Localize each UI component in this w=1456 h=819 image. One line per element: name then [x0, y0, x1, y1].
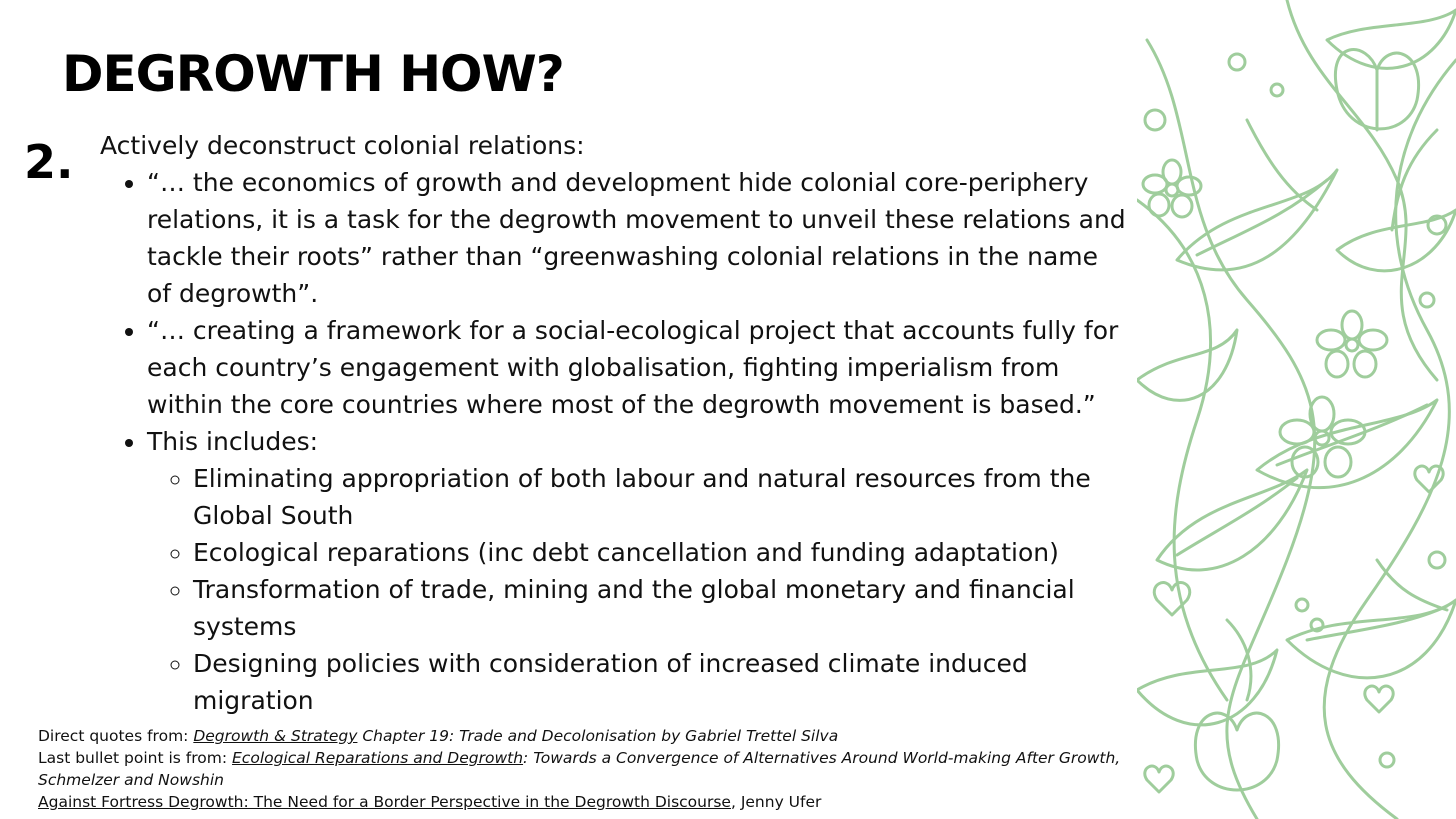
- reference-line: [38, 769, 1138, 791]
- section-number: 2.: [24, 135, 74, 189]
- bullet-list: [100, 164, 1130, 719]
- reference-line: [38, 725, 1138, 747]
- reference-author: , Jenny Ufer: [730, 793, 822, 811]
- bullet-item: • “… the economics of growth and development hide colonial core-periphery relations, it is a task for the degrowth movement to unveil these relations and tackle their roots” rather than “greenwashing colonial relations in the name of degrowth”.: [147, 164, 1130, 312]
- reference-prefix: Last bullet point is from:: [38, 749, 233, 767]
- sub-bullet-item: ◦ Ecological reparations (inc debt cancellation and funding adaptation): [193, 534, 1130, 571]
- bullet-item: • “… creating a framework for a social-ecological project that accounts fully for each country’s engagement with globalisation, fighting imperialism from within the core countries where most of the degrowth movement is based.”: [147, 312, 1130, 423]
- reference-line: [38, 791, 1138, 813]
- reference-article-link[interactable]: Against Fortress Degrowth: The Need for a Border Perspective in the Degrowth Discourse: [38, 793, 731, 811]
- floral-pattern-panel: [1137, 0, 1456, 819]
- reference-detail: Chapter 19: Trade and Decolonisation by Gabriel Trettel Silva: [357, 727, 839, 745]
- floral-pattern-icon: [1137, 0, 1456, 819]
- bullet-text: This includes:: [147, 427, 319, 456]
- reference-line: [38, 747, 1138, 769]
- sub-bullet-item: ◦ Transformation of trade, mining and the global monetary and financial systems: [193, 571, 1130, 645]
- reference-detail: : Towards a Convergence of Alternatives Around World-making After Growth,: [523, 749, 1121, 767]
- references: [38, 725, 1138, 813]
- reference-book-link[interactable]: Degrowth & Strategy: [193, 727, 358, 745]
- reference-authors: Schmelzer and Nowshin: [38, 771, 224, 789]
- intro-text: Actively deconstruct colonial relations:: [100, 131, 585, 160]
- sub-bullet-item: ◦ Designing policies with consideration of increased climate induced migration: [193, 645, 1130, 719]
- sub-bullet-list: [147, 460, 1130, 719]
- sub-bullet-item: ◦ Eliminating appropriation of both labour and natural resources from the Global South: [193, 460, 1130, 534]
- reference-prefix: Direct quotes from:: [38, 727, 194, 745]
- bullet-item: [147, 423, 1130, 719]
- slide-body: [100, 127, 1130, 719]
- reference-book-link[interactable]: Ecological Reparations and Degrowth: [232, 749, 524, 767]
- slide-title: DEGROWTH HOW?: [62, 45, 564, 103]
